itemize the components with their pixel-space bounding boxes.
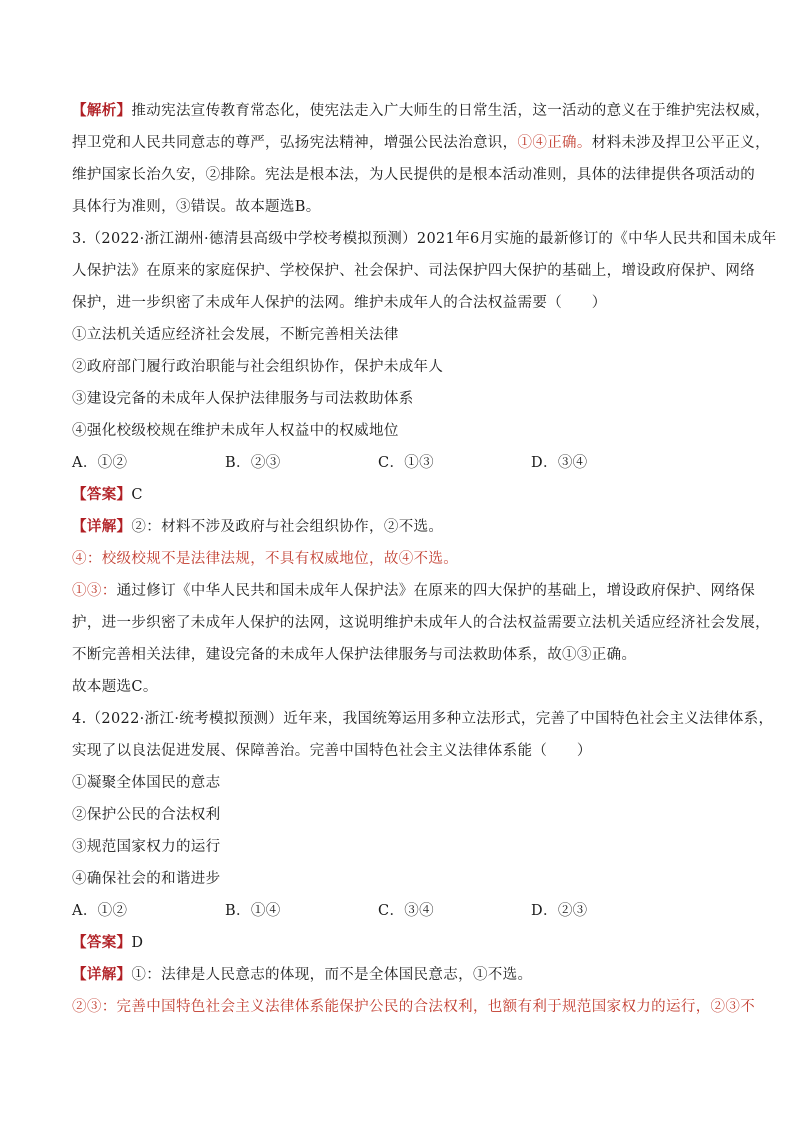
detail-tag: 【详解】 (72, 966, 132, 983)
q4-option-c: C．③④ (378, 903, 434, 919)
analysis-text: 推动宪法宣传教育常态化，使宪法走入广大师生的日常生活，这一活动的意义在于维护宪法权威， (131, 103, 770, 119)
analysis-highlight: ①④正确。 (517, 135, 592, 151)
q2-analysis-line: 具体行为准则，③错误。故本题选B。 (72, 199, 321, 215)
q3-stem-line: 保护，进一步织密了未成年人保护的法网。维护未成年人的合法权益需要（ ） (72, 295, 607, 311)
q4-stem-line: 实现了以良法促进发展、保障善治。完善中国特色社会主义法律体系能（ ） (72, 743, 592, 759)
q3-detail-line (72, 511, 724, 543)
answer-value: C (131, 487, 143, 503)
q4-statement: ③规范国家权力的运行 (72, 839, 221, 855)
analysis-text: 材料未涉及捍卫公平正义， (591, 135, 770, 151)
q4-option-d: D．②③ (531, 903, 588, 919)
analysis-tag: 【解析】 (72, 102, 132, 119)
analysis-text: 捍卫党和人民共同意志的尊严，弘扬宪法精神，增强公民法治意识， (72, 135, 518, 151)
q3-detail-line (72, 575, 756, 607)
detail-highlight: ①③： (72, 583, 117, 599)
q4-option-b: B．①④ (225, 903, 281, 919)
q3-statement: ④强化校级校规在维护未成年人权益中的权威地位 (72, 423, 399, 439)
detail-tag: 【详解】 (72, 518, 132, 535)
detail-text: ②：材料不涉及政府与社会组织协作，②不选。 (131, 519, 444, 535)
q4-statement: ②保护公民的合法权利 (72, 807, 221, 823)
q3-options (72, 447, 724, 479)
q4-detail-line: ②③：完善中国特色社会主义法律体系能保护公民的合法权利，也额有利于规范国家权力的运行，②③不 (72, 999, 756, 1015)
q4-options (72, 895, 724, 927)
q3-detail-line: 护，进一步织密了未成年人保护的法网，这说明维护未成年人的合法权益需要立法机关适应经济社会发展， (72, 615, 770, 631)
document-page (72, 95, 777, 1023)
q3-detail-line: 不断完善相关法律，建设完备的未成年人保护法律服务与司法救助体系，故①③正确。 (72, 647, 637, 663)
q3-statement: ③建设完备的未成年人保护法律服务与司法救助体系 (72, 391, 414, 407)
q4-statement: ①凝聚全体国民的意志 (72, 775, 221, 791)
q4-detail-line (72, 959, 724, 991)
q2-analysis-line: 维护国家长治久安，②排除。宪法是根本法，为人民提供的是根本活动准则，具体的法律提供各项活动的 (72, 167, 756, 183)
q2-analysis-line (72, 95, 770, 127)
q3-conclusion: 故本题选C。 (72, 679, 158, 695)
q3-option-b: B．②③ (225, 455, 281, 471)
q4-option-a: A．①② (72, 903, 128, 919)
q3-detail-line: ④：校级校规不是法律法规，不具有权威地位，故④不选。 (72, 551, 459, 567)
q4-stem-line: 4.（2022·浙江·统考模拟预测）近年来，我国统筹运用多种立法形式，完善了中国特色社会主义法律体系， (72, 711, 774, 727)
q3-option-c: C．①③ (378, 455, 434, 471)
answer-tag: 【答案】 (72, 934, 132, 951)
q3-stem-line: 人保护法》在原来的家庭保护、学校保护、社会保护、司法保护四大保护的基础上，增设政府保护、网络 (72, 263, 756, 279)
q3-statement: ①立法机关适应经济社会发展，不断完善相关法律 (72, 327, 399, 343)
q3-statement: ②政府部门履行政治职能与社会组织协作，保护未成年人 (72, 359, 444, 375)
q3-option-d: D．③④ (531, 455, 588, 471)
q3-answer-line (72, 479, 724, 511)
answer-value: D (131, 935, 144, 951)
q3-stem-line: 3.（2022·浙江湖州·德清县高级中学校考模拟预测）2021年6月实施的最新修订的《中华人民共和国未成年 (72, 231, 777, 247)
q4-statement: ④确保社会的和谐进步 (72, 871, 221, 887)
q3-option-a: A．①② (72, 455, 128, 471)
q4-answer-line (72, 927, 724, 959)
answer-tag: 【答案】 (72, 486, 132, 503)
detail-text: 通过修订《中华人民共和国未成年人保护法》在原来的四大保护的基础上，增设政府保护、网络保 (116, 583, 756, 599)
q2-analysis-line (72, 127, 770, 159)
detail-text: ①：法律是人民意志的体现，而不是全体国民意志，①不选。 (131, 967, 533, 983)
